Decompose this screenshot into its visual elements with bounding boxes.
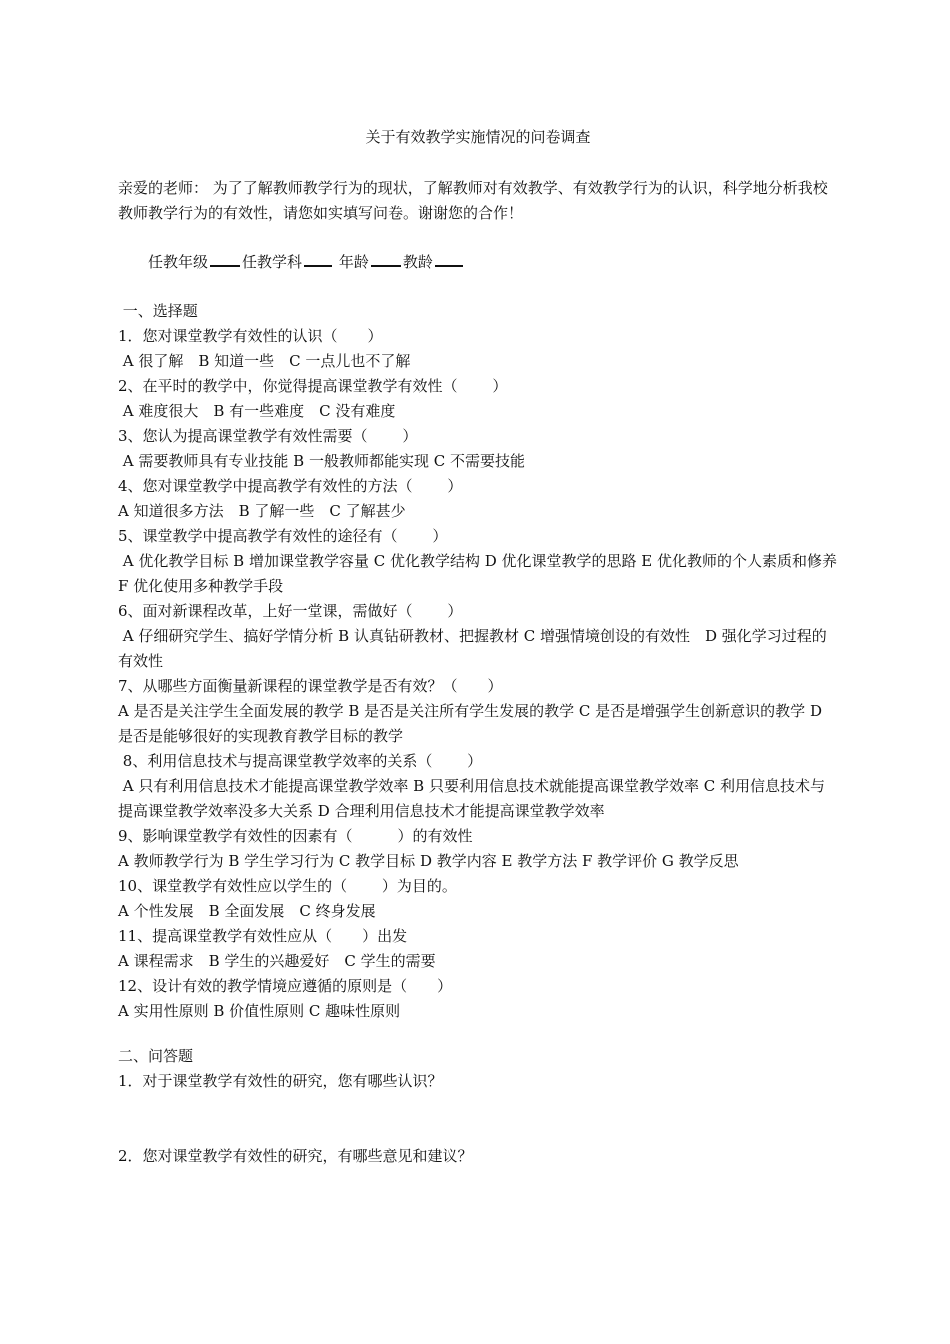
list-item: 4、您对课堂教学中提高教学有效性的方法（ ） xyxy=(118,477,463,495)
list-item: 1．您对课堂教学有效性的认识（ ） xyxy=(118,327,383,345)
short-answer-section xyxy=(118,1044,838,1094)
age-label: 年龄 xyxy=(338,253,369,271)
list-item: 9、影响课堂教学有效性的因素有（ ）的有效性 xyxy=(118,827,473,845)
page-title: 关于有效教学实施情况的问卷调查 xyxy=(365,128,591,146)
list-item: A 教师教学行为 B 学生学习行为 C 教学目标 D 教学内容 E 教学方法 F 教学评价 G 教学反思 xyxy=(118,852,739,870)
list-item: 6、面对新课程改革，上好一堂课，需做好（ ） xyxy=(118,602,463,620)
info-fields xyxy=(148,250,838,275)
grade-blank[interactable] xyxy=(210,251,240,267)
list-item: 11、提高课堂教学有效性应从（ ）出发 xyxy=(118,927,408,945)
list-item: A 知道很多方法 B 了解一些 C 了解甚少 xyxy=(118,502,406,520)
list-item: A 是否是关注学生全面发展的教学 B 是否是关注所有学生发展的教学 C 是否是增强学生创新意识的教学 D 是否是能够很好的实现教育教学目标的教学 xyxy=(118,702,827,745)
list-item: 7、从哪些方面衡量新课程的课堂教学是否有效？（ ） xyxy=(118,677,503,695)
list-item: A 很了解 B 知道一些 C 一点儿也不了解 xyxy=(118,352,411,370)
list-item: 8、利用信息技术与提高课堂教学效率的关系（ ） xyxy=(118,752,483,770)
list-item: 3、您认为提高课堂教学有效性需要（ ） xyxy=(118,427,418,445)
list-item: 2、在平时的教学中，你觉得提高课堂教学有效性（ ） xyxy=(118,377,508,395)
list-item: 10、课堂教学有效性应以学生的（ ）为目的。 xyxy=(118,877,457,895)
question-2-block xyxy=(118,1144,838,1169)
intro-paragraph: 亲爱的老师： 为了了解教师教学行为的现状，了解教师对有效教学、有效教学行为的认识，科学地分析我校教师教学行为的有效性，请您如实填写问卷。谢谢您的合作！ xyxy=(118,179,828,222)
list-item: A 个性发展 B 全面发展 C 终身发展 xyxy=(118,902,376,920)
section-heading: 二、问答题 xyxy=(118,1047,194,1065)
list-item: 5、课堂教学中提高教学有效性的途径有（ ） xyxy=(118,527,448,545)
years-blank[interactable] xyxy=(435,251,463,267)
subject-blank[interactable] xyxy=(304,251,332,267)
age-blank[interactable] xyxy=(371,251,401,267)
question-2: 2．您对课堂教学有效性的研究，有哪些意见和建议？ xyxy=(118,1147,473,1165)
list-item: A 课程需求 B 学生的兴趣爱好 C 学生的需要 xyxy=(118,952,436,970)
list-item: A 实用性原则 B 价值性原则 C 趣味性原则 xyxy=(118,1002,401,1020)
list-item: A 优化教学目标 B 增加课堂教学容量 C 优化教学结构 D 优化课堂教学的思路 E 优化教师的个人素质和修养 F 优化使用多种教学手段 xyxy=(118,552,842,595)
subject-label: 任教学科 xyxy=(242,253,303,271)
list-item: 12、设计有效的教学情境应遵循的原则是（ ） xyxy=(118,977,453,995)
section-heading: 一、选择题 xyxy=(118,302,198,320)
multiple-choice-section xyxy=(118,299,842,1024)
question-1: 1．对于课堂教学有效性的研究，您有哪些认识？ xyxy=(118,1072,443,1090)
grade-label: 任教年级 xyxy=(148,253,209,271)
list-item: A 需要教师具有专业技能 B 一般教师都能实现 C 不需要技能 xyxy=(118,452,525,470)
list-item: A 难度很大 B 有一些难度 C 没有难度 xyxy=(118,402,396,420)
years-label: 教龄 xyxy=(402,253,433,271)
list-item: A 仔细研究学生、搞好学情分析 B 认真钻研教材、把握教材 C 增强情境创设的有效性 D 强化学习过程的有效性 xyxy=(118,627,827,670)
list-item: A 只有利用信息技术才能提高课堂教学效率 B 只要利用信息技术就能提高课堂教学效率 C 利用信息技术与提高课堂教学效率没多大关系 D 合理利用信息技术才能提高课堂教学效率 xyxy=(118,777,825,820)
